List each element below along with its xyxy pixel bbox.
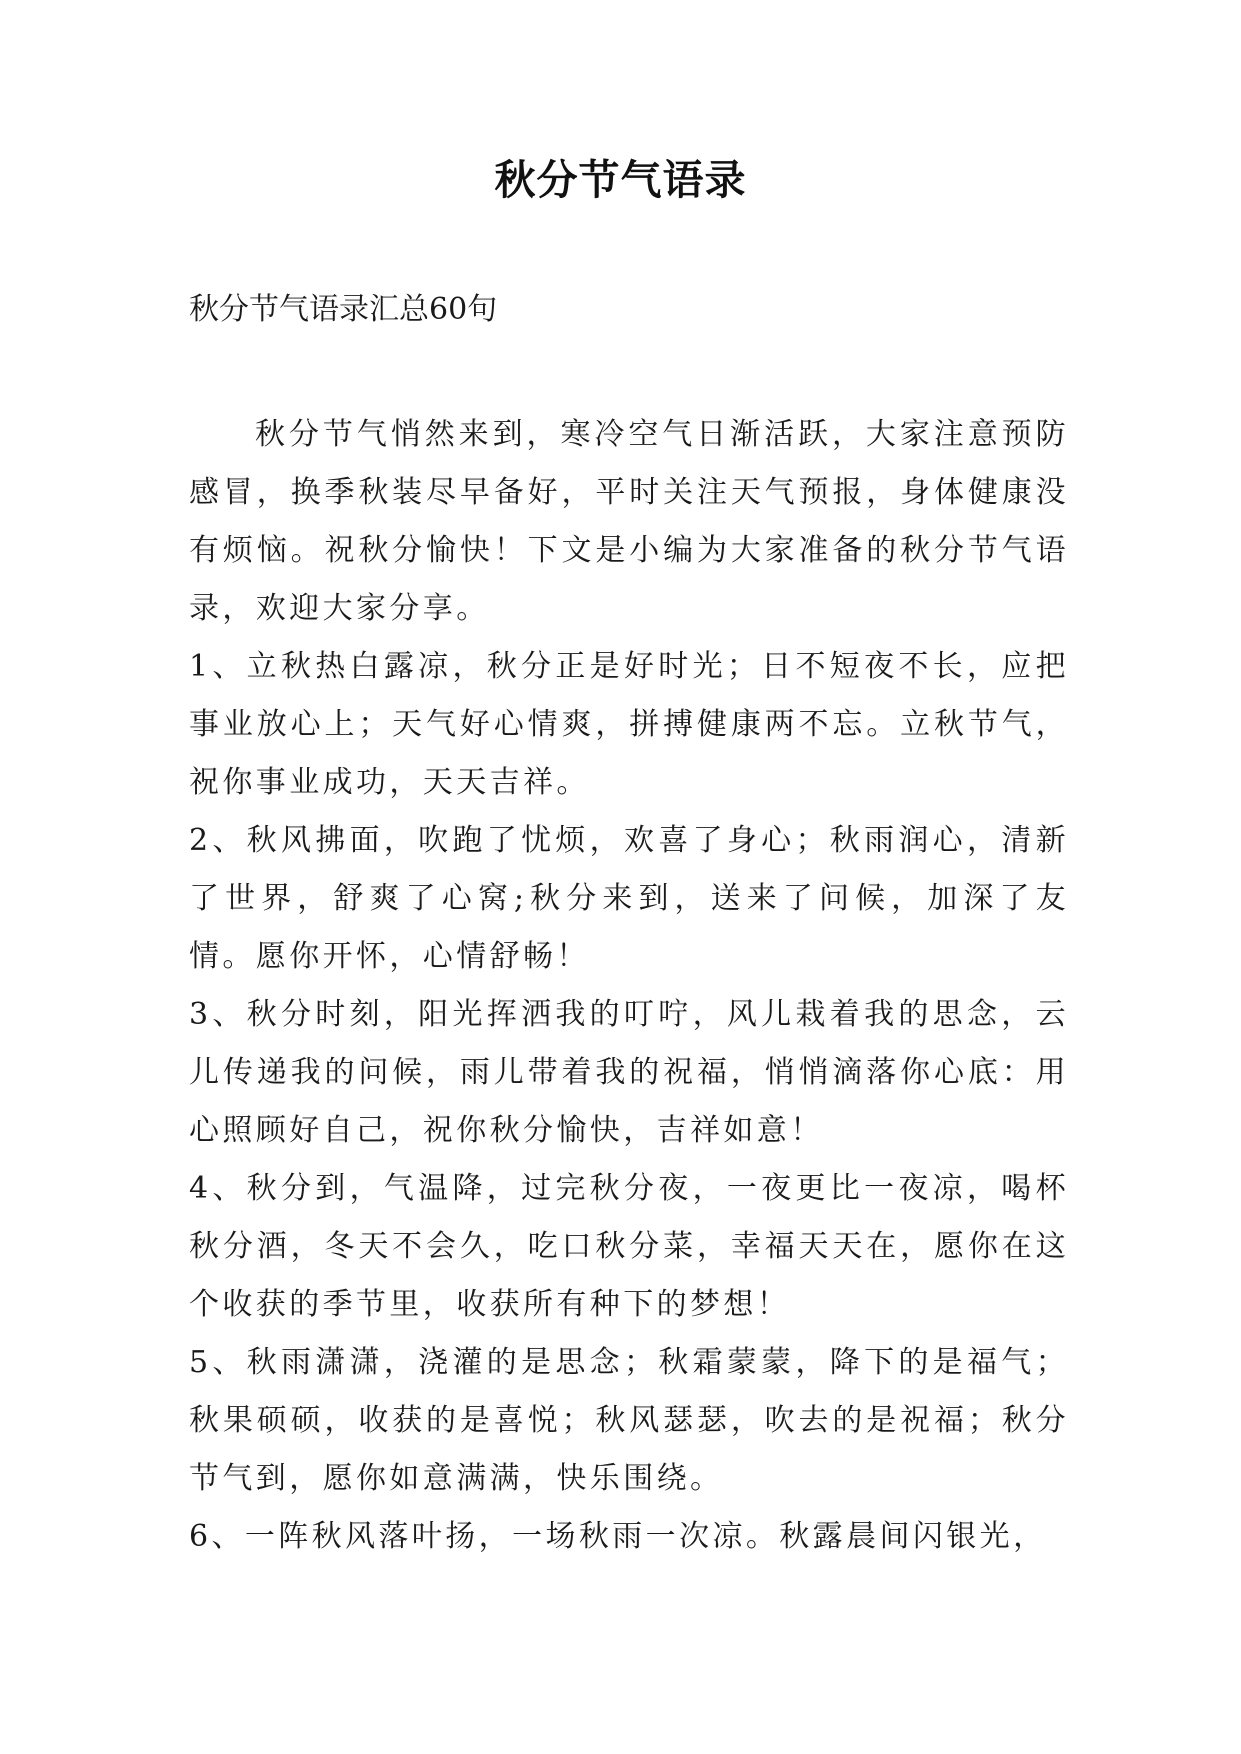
document-subtitle: 秋分节气语录汇总60句 xyxy=(189,292,498,327)
quote-item-6: 6、一阵秋风落叶扬，一场秋雨一次凉。秋露晨间闪银光， xyxy=(189,1519,1047,1554)
document-title: 秋分节气语录 xyxy=(494,156,747,204)
quote-item-2: 2、秋风拂面，吹跑了忧烦，欢喜了身心；秋雨润心，清新了世界，舒爽了心窝;秋分来到，送来了问候，加深了友情。愿你开怀，心情舒畅！ xyxy=(189,823,1069,974)
quote-item-3: 3、秋分时刻，阳光挥洒我的叮咛，风儿栽着我的思念，云儿传递我的问候，雨儿带着我的祝福，悄悄滴落你心底：用心照顾好自己，祝你秋分愉快，吉祥如意！ xyxy=(189,997,1069,1148)
document-body xyxy=(189,406,1069,1566)
intro-paragraph: 秋分节气悄然来到，寒冷空气日渐活跃，大家注意预防感冒，换季秋装尽早备好，平时关注天气预报，身体健康没有烦恼。祝秋分愉快！下文是小编为大家准备的秋分节气语录，欢迎大家分享。 xyxy=(189,417,1069,626)
quote-item-5: 5、秋雨潇潇，浇灌的是思念；秋霜蒙蒙，降下的是福气；秋果硕硕，收获的是喜悦；秋风瑟瑟，吹去的是祝福；秋分节气到，愿你如意满满，快乐围绕。 xyxy=(189,1345,1069,1496)
quote-item-1: 1、立秋热白露凉，秋分正是好时光；日不短夜不长，应把事业放心上；天气好心情爽，拼搏健康两不忘。立秋节气，祝你事业成功，天天吉祥。 xyxy=(189,649,1069,800)
quote-item-4: 4、秋分到，气温降，过完秋分夜，一夜更比一夜凉，喝杯秋分酒，冬天不会久，吃口秋分菜，幸福天天在，愿你在这个收获的季节里，收获所有种下的梦想！ xyxy=(189,1171,1069,1322)
